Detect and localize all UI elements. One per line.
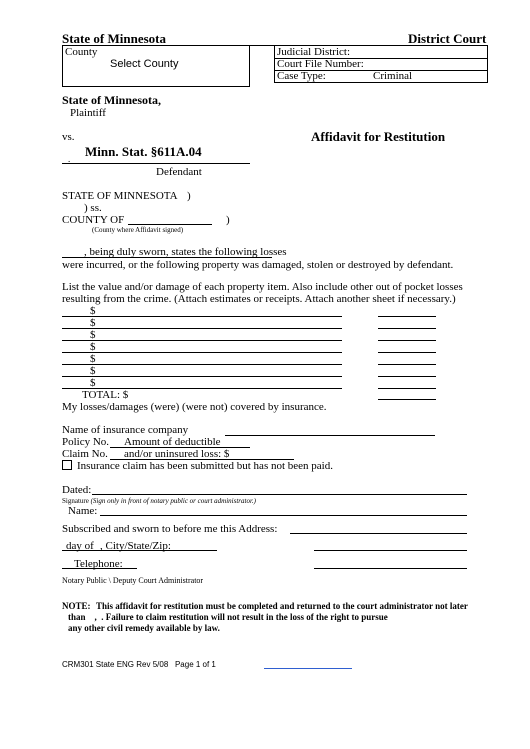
note-than: than [68, 612, 86, 622]
defendant-line [62, 163, 250, 164]
day-of-label: day of [66, 540, 94, 552]
dollar-sign: $ [90, 329, 96, 341]
defendant-name-field[interactable]: . [68, 154, 71, 164]
county-label: County [65, 46, 98, 58]
address-field[interactable] [290, 533, 467, 534]
subscribed-label: Subscribed and sworn to before me this Address: [62, 523, 278, 535]
vs-label: vs. [62, 131, 75, 143]
note-failure: . Failure to claim restitution will not result in the loss of the right to pursue [101, 612, 388, 622]
case-type-label: Case Type: [277, 70, 326, 82]
name-field[interactable] [100, 515, 467, 516]
document-title: Affidavit for Restitution [311, 129, 446, 144]
venue-county-note: (County where Affidavit signed) [92, 226, 184, 234]
dated-line[interactable] [92, 494, 467, 495]
affiant-name-field[interactable] [62, 257, 84, 258]
telephone-field[interactable] [314, 568, 467, 569]
property-item-field[interactable] [62, 352, 342, 353]
property-item-field[interactable] [62, 340, 342, 341]
property-value-field[interactable] [378, 340, 436, 341]
day-of-field[interactable] [62, 550, 217, 551]
plaintiff-name: State of Minnesota, [62, 93, 161, 107]
claim-submitted-option [62, 460, 333, 472]
dollar-sign: $ [90, 365, 96, 377]
dollar-sign: $ [90, 341, 96, 353]
state-heading: State of Minnesota [62, 31, 166, 46]
property-value-field[interactable] [378, 364, 436, 365]
notary-label: Notary Public \ Deputy Court Administrator [62, 576, 204, 585]
signature-caption [62, 497, 256, 505]
county-select[interactable]: Select County [110, 58, 179, 70]
dollar-sign: $ [90, 317, 96, 329]
venue-ss: ) ss. [84, 202, 102, 214]
plaintiff-label: Plaintiff [70, 107, 106, 119]
property-value-field[interactable] [378, 328, 436, 329]
note-line-2 [68, 612, 388, 622]
note-line-1: This affidavit for restitution must be completed and returned to the court administrator not later [96, 601, 468, 611]
footer-form-id [62, 660, 216, 669]
property-item-field[interactable] [62, 316, 342, 317]
property-item-field[interactable] [62, 328, 342, 329]
property-value-field[interactable] [378, 376, 436, 377]
venue-county: COUNTY OF [62, 214, 125, 226]
name-label: Name: [68, 505, 98, 517]
city-state-zip-field[interactable] [314, 550, 467, 551]
statute-label: Minn. Stat. §611A.04 [85, 144, 202, 159]
signature-label: Signature [62, 497, 89, 505]
venue-state: STATE OF MINNESOTA [62, 190, 178, 202]
note-label: NOTE: [62, 601, 91, 611]
page-number: Page 1 of 1 [174, 660, 216, 669]
telephone-label: Telephone: [74, 558, 123, 570]
coverage-statement: My losses/damages (were) (were not) covered by insurance. [62, 401, 327, 413]
judicial-district-label: Judicial District: [277, 46, 351, 58]
signature-instruction: (Sign only in front of notary public or court administrator.) [90, 497, 256, 505]
policy-label: Policy No. [62, 436, 110, 448]
sworn-statement: , being duly sworn, states the following losses [84, 246, 287, 258]
total-field[interactable] [378, 399, 436, 400]
property-value-field[interactable] [378, 388, 436, 389]
case-type-value: Criminal [373, 70, 413, 82]
claim-label: Claim No. [62, 448, 108, 460]
property-value-field[interactable] [378, 316, 436, 317]
insurance-company-label: Name of insurance company [62, 424, 189, 436]
city-state-zip-label: , City/State/Zip: [100, 540, 171, 552]
dated-label: Dated: [62, 484, 92, 496]
dollar-sign: $ [90, 377, 96, 389]
notary-signature-line[interactable] [62, 568, 137, 569]
property-value-field[interactable] [378, 352, 436, 353]
court-heading: District Court [408, 31, 487, 46]
property-item-field[interactable] [62, 364, 342, 365]
venue-paren-1: ) [187, 190, 191, 202]
insurance-company-field[interactable] [225, 435, 435, 436]
form-id: CRM301 State ENG Rev 5/08 [62, 660, 169, 669]
judicial-district-field[interactable] [370, 58, 488, 59]
defendant-label: Defendant [156, 166, 202, 178]
claim-submitted-checkbox[interactable] [62, 460, 72, 470]
list-instruction-2: resulting from the crime. (Attach estimates or receipts. Attach another sheet if necessary.) [62, 293, 456, 305]
list-instruction-1: List the value and/or damage of each property item. Also include other out of pocket losses [62, 281, 463, 293]
footer-link-underline[interactable] [264, 668, 352, 669]
dollar-sign: $ [90, 353, 96, 365]
property-item-field[interactable] [62, 376, 342, 377]
incurred-statement: were incurred, or the following property was damaged, stolen or destroyed by defendant. [62, 259, 454, 271]
note-line-3: any other civil remedy available by law. [68, 623, 220, 633]
venue-paren-2: ) [226, 214, 230, 226]
sworn-underline [84, 257, 272, 258]
dollar-sign: $ [90, 305, 96, 317]
uninsured-label: and/or uninsured loss: $ [124, 448, 230, 460]
total-label: TOTAL: $ [82, 389, 129, 401]
claim-submitted-label: Insurance claim has been submitted but has not been paid. [77, 460, 333, 472]
venue-county-field[interactable] [128, 224, 212, 225]
court-file-number-label: Court File Number: [277, 58, 364, 70]
deductible-label: Amount of deductible [124, 436, 221, 448]
note-comma: , [94, 612, 97, 622]
